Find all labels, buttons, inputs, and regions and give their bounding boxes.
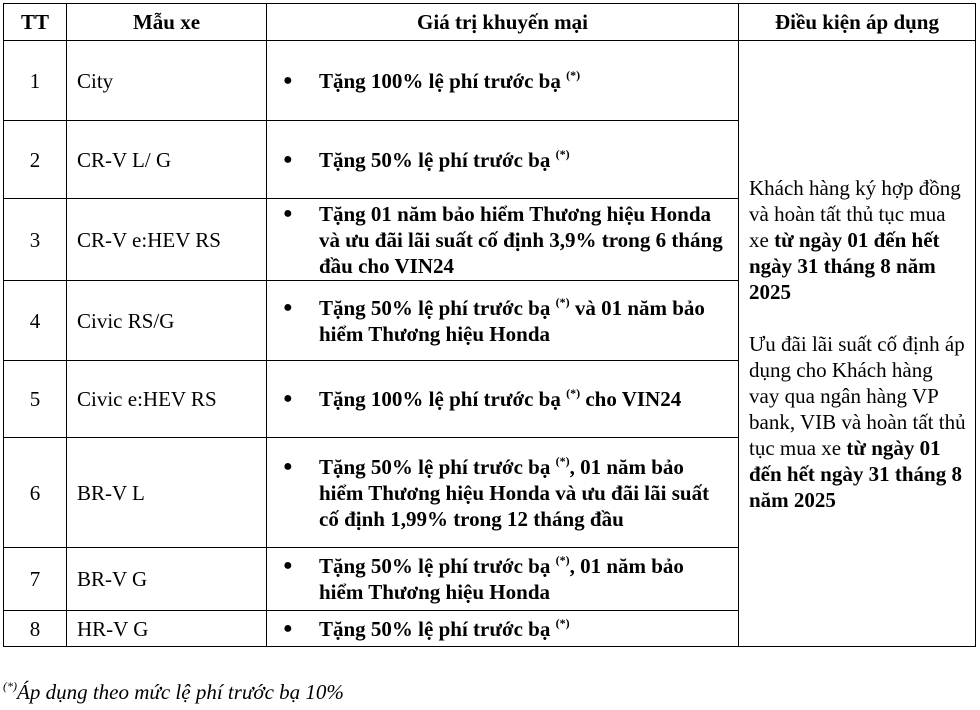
promotion-cell: [267, 199, 739, 281]
row-number: 6: [4, 438, 67, 548]
promotion-text: Tặng 50% lệ phí trước bạ (*): [319, 615, 570, 641]
row-number: 8: [4, 611, 67, 647]
row-number: 7: [4, 548, 67, 611]
model-name: Civic e:HEV RS: [67, 361, 267, 438]
bullet-icon: ●: [283, 204, 293, 222]
bullet-icon: ●: [283, 619, 293, 637]
table-row: [4, 41, 976, 121]
bullet-icon: ●: [283, 71, 293, 89]
footnote-mark: (*): [555, 453, 570, 468]
row-number: 1: [4, 41, 67, 121]
header-conditions: Điều kiện áp dụng: [739, 4, 976, 41]
promotion-text: Tặng 01 năm bảo hiểm Thương hiệu Honda và ưu đãi lãi suất cố định 3,9% trong 6 tháng đầu cho VIN24: [319, 201, 723, 278]
promotion-cell: [267, 611, 739, 647]
model-name: BR-V L: [67, 438, 267, 548]
conditions-cell: [739, 41, 976, 647]
footnote: [3, 680, 344, 705]
promotion-text: Tặng 50% lệ phí trước bạ (*), 01 năm bảo hiểm Thương hiệu Honda: [319, 553, 684, 604]
promotion-text: Tặng 100% lệ phí trước bạ (*): [319, 67, 581, 93]
row-number: 5: [4, 361, 67, 438]
footnote-marker: (*): [3, 679, 17, 693]
promotion-cell: [267, 548, 739, 611]
promotion-cell: [267, 438, 739, 548]
promotion-table: [3, 3, 976, 647]
condition-paragraph-1: Khách hàng ký hợp đồng và hoàn tất thủ tục mua xe từ ngày 01 đến hết ngày 31 tháng 8 năm 2025: [749, 175, 961, 304]
table-header-row: [4, 4, 976, 41]
bullet-icon: ●: [283, 557, 293, 574]
header-promotion: Giá trị khuyến mại: [267, 4, 739, 41]
model-name: CR-V L/ G: [67, 121, 267, 199]
promotion-text: Tặng 100% lệ phí trước bạ (*) cho VIN24: [319, 386, 682, 411]
footnote-mark: (*): [566, 386, 581, 400]
footnote-mark: (*): [555, 146, 570, 161]
footnote-text: Áp dụng theo mức lệ phí trước bạ 10%: [17, 680, 344, 704]
row-number: 4: [4, 281, 67, 361]
header-tt: TT: [4, 4, 67, 41]
promotion-cell: [267, 281, 739, 361]
promotion-text: Tặng 50% lệ phí trước bạ (*) và 01 năm bảo hiểm Thương hiệu Honda: [319, 294, 705, 346]
promotion-cell: [267, 121, 739, 199]
bullet-icon: ●: [283, 298, 293, 316]
bullet-icon: ●: [283, 457, 293, 475]
footnote-mark: (*): [555, 294, 570, 309]
promotion-text: Tặng 50% lệ phí trước bạ (*), 01 năm bảo hiểm Thương hiệu Honda và ưu đãi lãi suất cố định 1,99% trong 12 tháng đầu: [319, 453, 710, 531]
model-name: HR-V G: [67, 611, 267, 647]
bullet-icon: ●: [283, 150, 293, 168]
footnote-mark: (*): [566, 67, 581, 82]
row-number: 3: [4, 199, 67, 281]
condition-paragraph-2: Ưu đãi lãi suất cố định áp dụng cho Khách hàng vay qua ngân hàng VP bank, VIB và hoàn tất thủ tục mua xe từ ngày 01 đến hết ngày 31 tháng 8 năm 2025: [749, 331, 966, 512]
model-name: CR-V e:HEV RS: [67, 199, 267, 281]
promotion-cell: [267, 41, 739, 121]
promotion-text: Tặng 50% lệ phí trước bạ (*): [319, 146, 570, 172]
footnote-mark: (*): [555, 553, 570, 567]
footnote-mark: (*): [555, 615, 570, 630]
model-name: Civic RS/G: [67, 281, 267, 361]
promotion-cell: [267, 361, 739, 438]
header-model: Mẫu xe: [67, 4, 267, 41]
row-number: 2: [4, 121, 67, 199]
model-name: BR-V G: [67, 548, 267, 611]
bullet-icon: ●: [283, 390, 293, 407]
model-name: City: [67, 41, 267, 121]
